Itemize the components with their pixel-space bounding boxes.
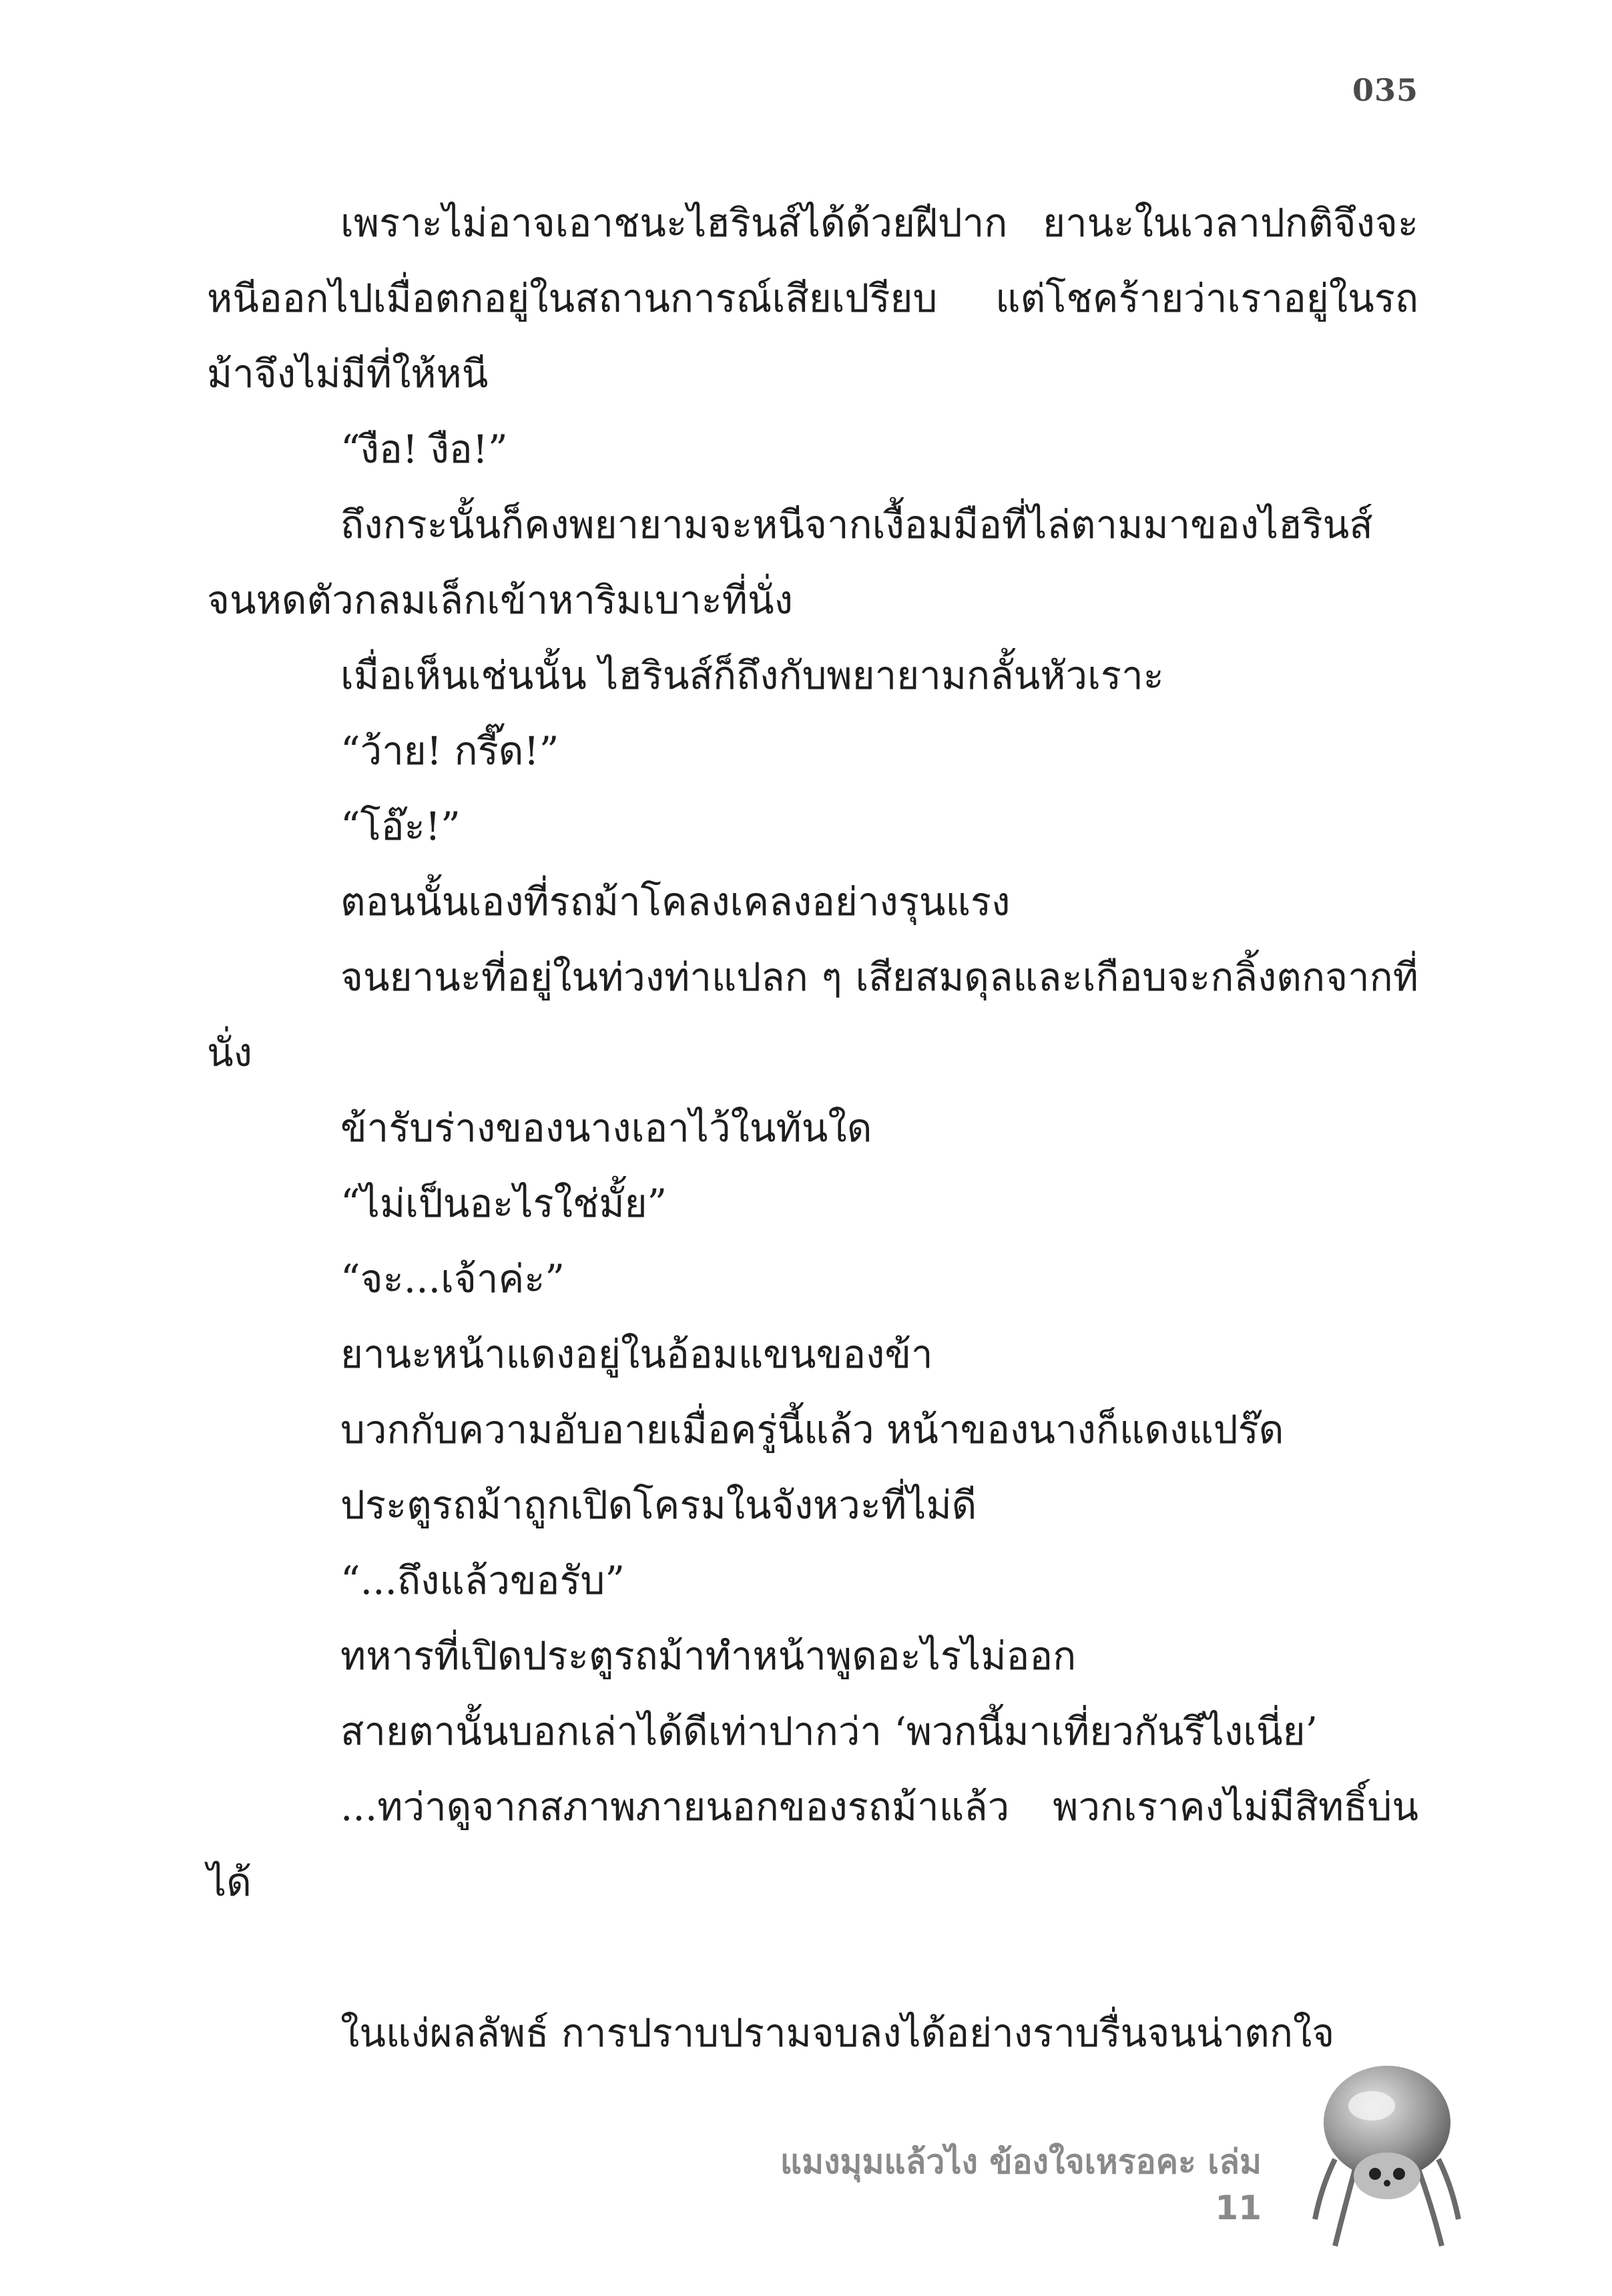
paragraph: เพราะไม่อาจเอาชนะไฮรินส์ได้ด้วยฝีปาก ยานะในเวลาปกติจึงจะหนีออกไปเมื่อตกอยู่ในสถานการณ์เสียเปรียบ แต่โชคร้ายว่าเราอยู่ในรถม้าจึงไม่มีที่ให้หนี	[207, 200, 1418, 396]
paragraph: ข้ารับร่างของนางเอาไว้ในทันใด	[340, 1105, 872, 1151]
paragraph: ถึงกระนั้นก็คงพยายามจะหนีจากเงื้อมมือที่ไล่ตามมาของไฮรินส์ จนหดตัวกลมเล็กเข้าหาริมเบาะที่นั่ง	[207, 502, 1373, 623]
paragraph: ประตูรถม้าถูกเปิดโครมในจังหวะที่ไม่ดี	[340, 1482, 977, 1528]
paragraph: “งือ! งือ!”	[340, 426, 508, 472]
paragraph: ...ทว่าดูจากสภาพภายนอกของรถม้าแล้ว พวกเราคงไม่มีสิทธิ์บ่นได้	[207, 1784, 1418, 1905]
paragraph: “ไม่เป็นอะไรใช่มั้ย”	[340, 1181, 667, 1226]
paragraph: เมื่อเห็นเช่นนั้น ไฮรินส์ก็ถึงกับพยายามกลั้นหัวเราะ	[340, 653, 1164, 698]
body-text	[207, 186, 1418, 2071]
paragraph: “ว้าย! กรี๊ด!”	[340, 728, 559, 774]
paragraph: ในแง่ผลลัพธ์ การปราบปรามจบลงได้อย่างราบรื่นจนน่าตกใจ	[340, 2010, 1335, 2056]
footer-book-title: แมงมุมแล้วไง ข้องใจเหรอคะ เล่ม 11	[780, 2142, 1262, 2227]
spider-mascot-icon	[1308, 2059, 1462, 2259]
paragraph: “...ถึงแล้วขอรับ”	[340, 1558, 625, 1603]
paragraph: ทหารที่เปิดประตูรถม้าทำหน้าพูดอะไรไม่ออก	[340, 1633, 1077, 1679]
page-number: 035	[1352, 72, 1418, 108]
paragraph: บวกกับความอับอายเมื่อครู่นี้แล้ว หน้าของนางก็แดงแปร๊ด	[340, 1407, 1284, 1452]
paragraph: ตอนนั้นเองที่รถม้าโคลงเคลงอย่างรุนแรง	[340, 879, 1011, 924]
paragraph: “จะ...เจ้าค่ะ”	[340, 1256, 565, 1302]
paragraph: จนยานะที่อยู่ในท่วงท่าแปลก ๆ เสียสมดุลและเกือบจะกลิ้งตกจากที่นั่ง	[207, 954, 1418, 1075]
paragraph: “โอ๊ะ!”	[340, 804, 461, 849]
paragraph: ยานะหน้าแดงอยู่ในอ้อมแขนของข้า	[340, 1332, 933, 1377]
paragraph: สายตานั้นบอกเล่าได้ดีเท่าปากว่า ‘พวกนี้มาเที่ยวกันรึไงเนี่ย’	[340, 1709, 1318, 1754]
